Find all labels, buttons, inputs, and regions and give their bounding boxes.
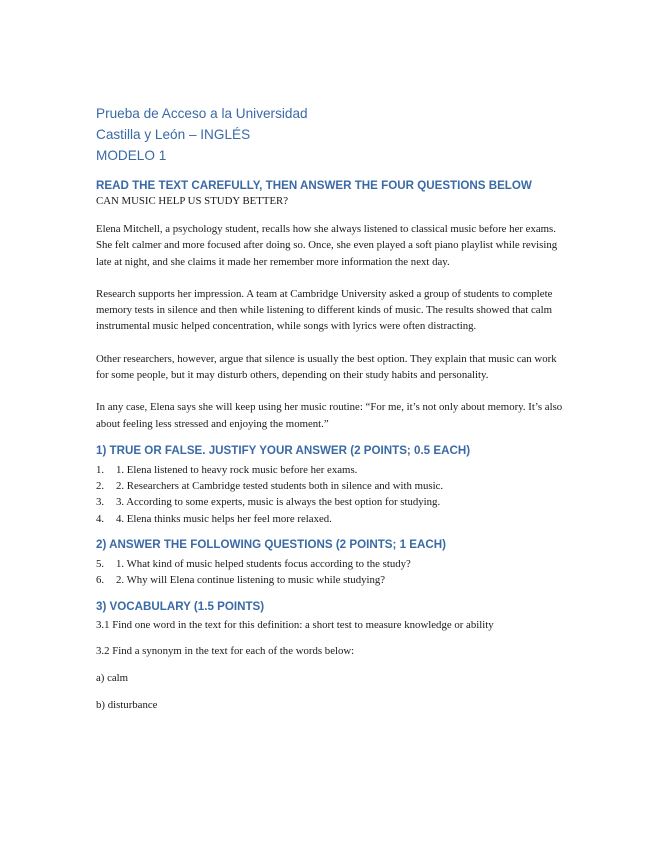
list-item [96,462,566,478]
list-item-number: 4. [96,512,105,525]
header-line-region-subject: Castilla y León – INGLÉS [96,127,251,142]
vocab-item-b: b) disturbance [96,699,158,712]
reading-paragraph-2: Research supports her impression. A team at Cambridge University asked a group of students to complete memory tests in silence and then while listening to different kinds of music. The results showed that calm instrumental music helped concentration, while songs with lyrics were often distracting. [96,287,553,333]
list-item [96,478,566,494]
reading-paragraph-3: Other researchers, however, argue that silence is usually the best option. They explain that music can work for some people, but it may disturb others, depending on their study habits and personality. [96,352,557,382]
list-item-number: 1. [96,463,105,476]
section-2-heading: 2) ANSWER THE FOLLOWING QUESTIONS (2 POINTS; 1 EACH) [96,537,446,551]
list-item-text: 2. Researchers at Cambridge tested students both in silence and with music. [116,480,444,493]
section-1-heading: 1) TRUE OR FALSE. JUSTIFY YOUR ANSWER (2 POINTS; 0.5 EACH) [96,443,471,457]
section-1-list [96,462,566,527]
reading-paragraph-4: In any case, Elena says she will keep using her music routine: “For me, it’s not only about memory. It’s also about feeling less stressed and enjoying the moment.” [96,401,563,430]
section-3-heading: 3) VOCABULARY (1.5 POINTS) [96,600,265,614]
reading-instruction: READ THE TEXT CAREFULLY, THEN ANSWER THE FOUR QUESTIONS BELOW [96,179,532,192]
reading-paragraph-1: Elena Mitchell, a psychology student, recalls how she always listened to classical music before her exams. She felt calmer and more focused after doing so. Once, she even played a soft piano playlist while revising late at night, and she claims it made her remember more information the next day. [96,223,558,268]
vocab-item-a: a) calm [96,672,129,685]
list-item-text: 1. Elena listened to heavy rock music before her exams. [116,463,358,476]
list-item [96,556,566,572]
header-line-university: Prueba de Acceso a la Universidad [96,106,308,121]
question-3-2: 3.2 Find a synonym in the text for each of the words below: [96,645,355,658]
list-item [96,494,566,510]
list-item-number: 2. [96,480,105,493]
exam-page [96,103,566,713]
list-item-number: 6. [96,573,105,586]
list-item-number: 5. [96,557,105,570]
list-item-text: 1. What kind of music helped students focus according to the study? [116,557,411,570]
list-item-number: 3. [96,496,105,509]
list-item [96,572,566,588]
list-item-text: 4. Elena thinks music helps her feel more relaxed. [116,512,332,525]
question-3-1: 3.1 Find one word in the text for this definition: a short test to measure knowledge or ability [96,619,494,632]
list-item-text: 2. Why will Elena continue listening to music while studying? [116,573,386,586]
reading-title: CAN MUSIC HELP US STUDY BETTER? [96,195,289,207]
header-line-model: MODELO 1 [96,148,167,163]
list-item [96,511,566,527]
section-2-list [96,556,566,588]
list-item-text: 3. According to some experts, music is always the best option for studying. [116,496,441,509]
